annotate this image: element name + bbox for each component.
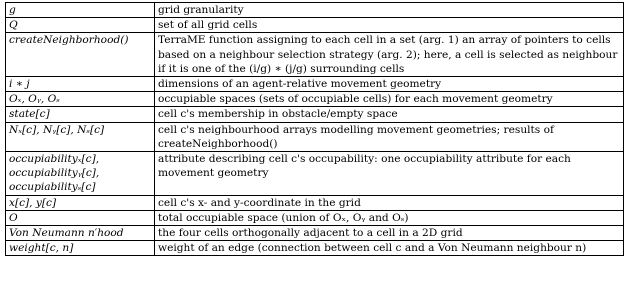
symbol-line: occupiabilityₓ[c], (9, 153, 100, 166)
symbol-cell: Q (6, 18, 155, 33)
description-cell: attribute describing cell c's occupability: one occupiability attribute for each movement geometry (155, 152, 624, 196)
symbol-cell: i ∗ j (6, 77, 155, 92)
table-row (6, 33, 624, 77)
table-row (6, 122, 624, 151)
table-row (6, 226, 624, 241)
table-row (6, 241, 624, 256)
description-cell: cell c's x- and y-coordinate in the grid (155, 195, 624, 210)
table-row (6, 107, 624, 122)
symbol-cell: Oₓ, Oᵧ, Oₛ (6, 92, 155, 107)
symbol-cell (6, 152, 155, 196)
table-row (6, 77, 624, 92)
symbol-cell: Nₓ[c], Nᵧ[c], Nₛ[c] (6, 122, 155, 151)
symbol-cell: x[c], y[c] (6, 195, 155, 210)
symbol-table (5, 2, 624, 256)
description-cell: cell c's membership in obstacle/empty space (155, 107, 624, 122)
table-row (6, 152, 624, 196)
description-cell: weight of an edge (connection between cell c and a Von Neumann neighbour n) (155, 241, 624, 256)
symbol-line: occupiabilityᵧ[c], (9, 167, 100, 180)
description-cell: total occupiable space (union of Oₓ, Oᵧ and Oₛ) (155, 210, 624, 225)
symbol-cell: g (6, 3, 155, 18)
description-cell: cell c's neighbourhood arrays modelling movement geometries; results of createNeighborhood() (155, 122, 624, 151)
description-cell: dimensions of an agent-relative movement geometry (155, 77, 624, 92)
table-row (6, 3, 624, 18)
description-cell: TerraME function assigning to each cell in a set (arg. 1) an array of pointers to cells based on a neighbour selection strategy (arg. 2); here, a cell is selected as neighbour if it is one of the (i/g) ∗ (j/g) surrounding cells (155, 33, 624, 77)
table-row (6, 210, 624, 225)
description-cell: the four cells orthogonally adjacent to a cell in a 2D grid (155, 226, 624, 241)
symbol-cell: O (6, 210, 155, 225)
description-cell: set of all grid cells (155, 18, 624, 33)
symbol-line: occupiabilityₛ[c] (9, 181, 96, 194)
description-cell: grid granularity (155, 3, 624, 18)
symbol-cell: Von Neumann n′hood (6, 226, 155, 241)
description-cell: occupiable spaces (sets of occupiable cells) for each movement geometry (155, 92, 624, 107)
table-row (6, 92, 624, 107)
table-row (6, 18, 624, 33)
symbol-cell: createNeighborhood() (6, 33, 155, 77)
symbol-cell: state[c] (6, 107, 155, 122)
table-row (6, 195, 624, 210)
symbol-cell: weight[c, n] (6, 241, 155, 256)
